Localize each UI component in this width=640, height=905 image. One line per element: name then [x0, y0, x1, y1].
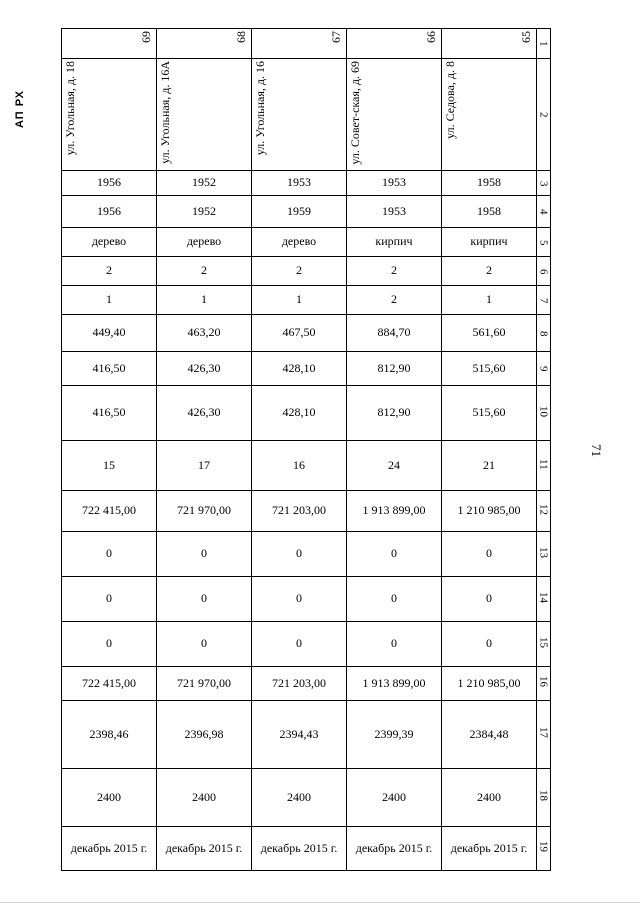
table-cell: декабрь 2015 г. — [157, 827, 252, 871]
table-cell: 0 — [442, 622, 537, 667]
table-cell: 515,60 — [442, 352, 537, 386]
column-number: 7 — [537, 297, 550, 304]
column-number-cell — [537, 701, 551, 769]
column-number-cell — [537, 196, 551, 228]
table-row — [62, 29, 551, 59]
page-bottom-rule — [0, 902, 640, 903]
table-cell — [252, 29, 347, 59]
table-cell — [347, 59, 442, 171]
table-cell: 2384,48 — [442, 701, 537, 769]
page-number: 71 — [589, 444, 604, 457]
column-number: 13 — [537, 546, 550, 558]
column-number: 6 — [537, 268, 550, 275]
table-cell: 21 — [442, 441, 537, 491]
table-cell: 0 — [347, 622, 442, 667]
table-cell: 17 — [157, 441, 252, 491]
table-cell: 2400 — [252, 769, 347, 827]
table-cell: 1952 — [157, 171, 252, 196]
table-cell: 812,90 — [347, 386, 442, 441]
column-number: 14 — [537, 591, 550, 603]
table-cell: 1958 — [442, 196, 537, 228]
table-cell: 884,70 — [347, 315, 442, 352]
table-cell: 0 — [157, 622, 252, 667]
table-cell: 0 — [62, 532, 157, 577]
table-row — [62, 667, 551, 701]
table-cell: 1958 — [442, 171, 537, 196]
table-row — [62, 701, 551, 769]
table-cell: 721 970,00 — [157, 491, 252, 532]
table-cell: 449,40 — [62, 315, 157, 352]
table-cell: 721 203,00 — [252, 491, 347, 532]
column-number: 11 — [537, 458, 550, 470]
column-number-cell — [537, 667, 551, 701]
table-cell: 1953 — [347, 171, 442, 196]
table-cell: 0 — [347, 532, 442, 577]
column-number: 8 — [537, 330, 550, 337]
column-number: 9 — [537, 366, 550, 372]
table-cell: 515,60 — [442, 386, 537, 441]
column-number: 2 — [537, 112, 550, 118]
table-cell: 2 — [442, 257, 537, 286]
table-cell: 2 — [347, 257, 442, 286]
table-cell: 426,30 — [157, 386, 252, 441]
column-number-cell — [537, 491, 551, 532]
table-row — [62, 532, 551, 577]
table-cell — [157, 59, 252, 171]
table-cell: 467,50 — [252, 315, 347, 352]
table-cell: 2400 — [62, 769, 157, 827]
column-number: 3 — [537, 180, 550, 187]
table-cell: 0 — [157, 532, 252, 577]
table-cell: 1 210 985,00 — [442, 491, 537, 532]
table-cell: 2398,46 — [62, 701, 157, 769]
table-cell: 1956 — [62, 196, 157, 228]
table-cell: 2400 — [157, 769, 252, 827]
table-row — [62, 315, 551, 352]
column-number: 19 — [537, 841, 550, 853]
table-cell: 428,10 — [252, 386, 347, 441]
table-cell: 2400 — [442, 769, 537, 827]
address-text: ул. Угольная, д. 16А — [158, 61, 172, 164]
record-index: 68 — [234, 31, 249, 43]
table-row — [62, 827, 551, 871]
table-cell: 1 — [442, 286, 537, 315]
column-number-cell — [537, 769, 551, 827]
table-cell: 24 — [347, 441, 442, 491]
housing-table — [61, 28, 551, 871]
column-number: 16 — [537, 676, 550, 688]
table-cell: 0 — [252, 577, 347, 622]
table-cell: декабрь 2015 г. — [347, 827, 442, 871]
table-cell: 1 913 899,00 — [347, 491, 442, 532]
table-cell: 2399,39 — [347, 701, 442, 769]
column-number-cell — [537, 622, 551, 667]
column-number-cell — [537, 532, 551, 577]
table-cell: 2 — [157, 257, 252, 286]
table-row — [62, 196, 551, 228]
column-number-cell — [537, 59, 551, 171]
table-cell: 721 203,00 — [252, 667, 347, 701]
table-row — [62, 386, 551, 441]
address-text: ул. Угольная, д. 18 — [63, 61, 77, 156]
table-cell: 428,10 — [252, 352, 347, 386]
table-cell — [442, 29, 537, 59]
column-number-cell — [537, 286, 551, 315]
table-cell: 1959 — [252, 196, 347, 228]
table-cell — [347, 29, 442, 59]
table-cell: 2394,43 — [252, 701, 347, 769]
table-cell: 2 — [347, 286, 442, 315]
column-number: 18 — [537, 790, 550, 802]
table-row — [62, 441, 551, 491]
table-cell — [442, 59, 537, 171]
table-cell: 1 913 899,00 — [347, 667, 442, 701]
table-cell: 1 — [157, 286, 252, 315]
column-number-cell — [537, 577, 551, 622]
table-row — [62, 228, 551, 257]
table-cell: декабрь 2015 г. — [442, 827, 537, 871]
table-cell: дерево — [157, 228, 252, 257]
table-cell: кирпич — [442, 228, 537, 257]
table-cell: 2 — [62, 257, 157, 286]
table-cell: 1 — [252, 286, 347, 315]
table-cell: 416,50 — [62, 352, 157, 386]
record-index: 65 — [519, 31, 534, 43]
address-text: ул. Седова, д. 8 — [443, 61, 457, 139]
table-cell: 2396,98 — [157, 701, 252, 769]
table-cell: 1953 — [347, 196, 442, 228]
table-cell: дерево — [62, 228, 157, 257]
column-number: 1 — [537, 41, 550, 47]
column-number: 10 — [537, 405, 550, 417]
table-cell: 561,60 — [442, 315, 537, 352]
table-cell: 812,90 — [347, 352, 442, 386]
table-cell — [157, 29, 252, 59]
table-cell: кирпич — [347, 228, 442, 257]
table-cell: 0 — [252, 532, 347, 577]
column-number-cell — [537, 171, 551, 196]
table-cell — [252, 59, 347, 171]
table-cell: 0 — [442, 532, 537, 577]
table-row — [62, 286, 551, 315]
column-number: 17 — [537, 727, 550, 739]
record-index: 69 — [139, 31, 154, 43]
column-number-cell — [537, 352, 551, 386]
table-cell: 15 — [62, 441, 157, 491]
column-number: 15 — [537, 636, 550, 648]
address-text: ул. Угольная, д. 16 — [253, 61, 267, 156]
table-row — [62, 577, 551, 622]
table-cell: 426,30 — [157, 352, 252, 386]
table-cell — [62, 59, 157, 171]
table-cell: 0 — [252, 622, 347, 667]
table-cell — [62, 29, 157, 59]
table-cell: 16 — [252, 441, 347, 491]
table-cell: декабрь 2015 г. — [62, 827, 157, 871]
column-number-cell — [537, 228, 551, 257]
table-cell: 1956 — [62, 171, 157, 196]
address-text: ул. Совет-ская, д. 69 — [348, 61, 362, 165]
table-cell: 0 — [347, 577, 442, 622]
table-cell: 1 — [62, 286, 157, 315]
table-cell: 0 — [157, 577, 252, 622]
table-cell: 722 415,00 — [62, 491, 157, 532]
table-row — [62, 59, 551, 171]
record-index: 67 — [329, 31, 344, 43]
column-number-cell — [537, 386, 551, 441]
column-number: 12 — [537, 503, 550, 515]
record-index: 66 — [424, 31, 439, 43]
column-number: 4 — [537, 209, 550, 215]
column-number-cell — [537, 315, 551, 352]
table-cell: 1953 — [252, 171, 347, 196]
table-cell: 2 — [252, 257, 347, 286]
column-number-cell — [537, 29, 551, 59]
table-cell: 0 — [62, 577, 157, 622]
table-cell: 0 — [442, 577, 537, 622]
archive-stamp-label: АП РХ — [14, 90, 26, 129]
table-cell: 722 415,00 — [62, 667, 157, 701]
table-row — [62, 769, 551, 827]
column-number-cell — [537, 441, 551, 491]
table-cell: декабрь 2015 г. — [252, 827, 347, 871]
table-cell: 721 970,00 — [157, 667, 252, 701]
table-row — [62, 171, 551, 196]
table-cell: 2400 — [347, 769, 442, 827]
table-cell: 416,50 — [62, 386, 157, 441]
table-row — [62, 491, 551, 532]
table-cell: 1 210 985,00 — [442, 667, 537, 701]
table-cell: 1952 — [157, 196, 252, 228]
column-number: 5 — [537, 239, 550, 246]
column-number-cell — [537, 257, 551, 286]
column-number-cell — [537, 827, 551, 871]
table-row — [62, 352, 551, 386]
table-row — [62, 622, 551, 667]
table-cell: 463,20 — [157, 315, 252, 352]
table-cell: дерево — [252, 228, 347, 257]
table-row — [62, 257, 551, 286]
table-cell: 0 — [62, 622, 157, 667]
